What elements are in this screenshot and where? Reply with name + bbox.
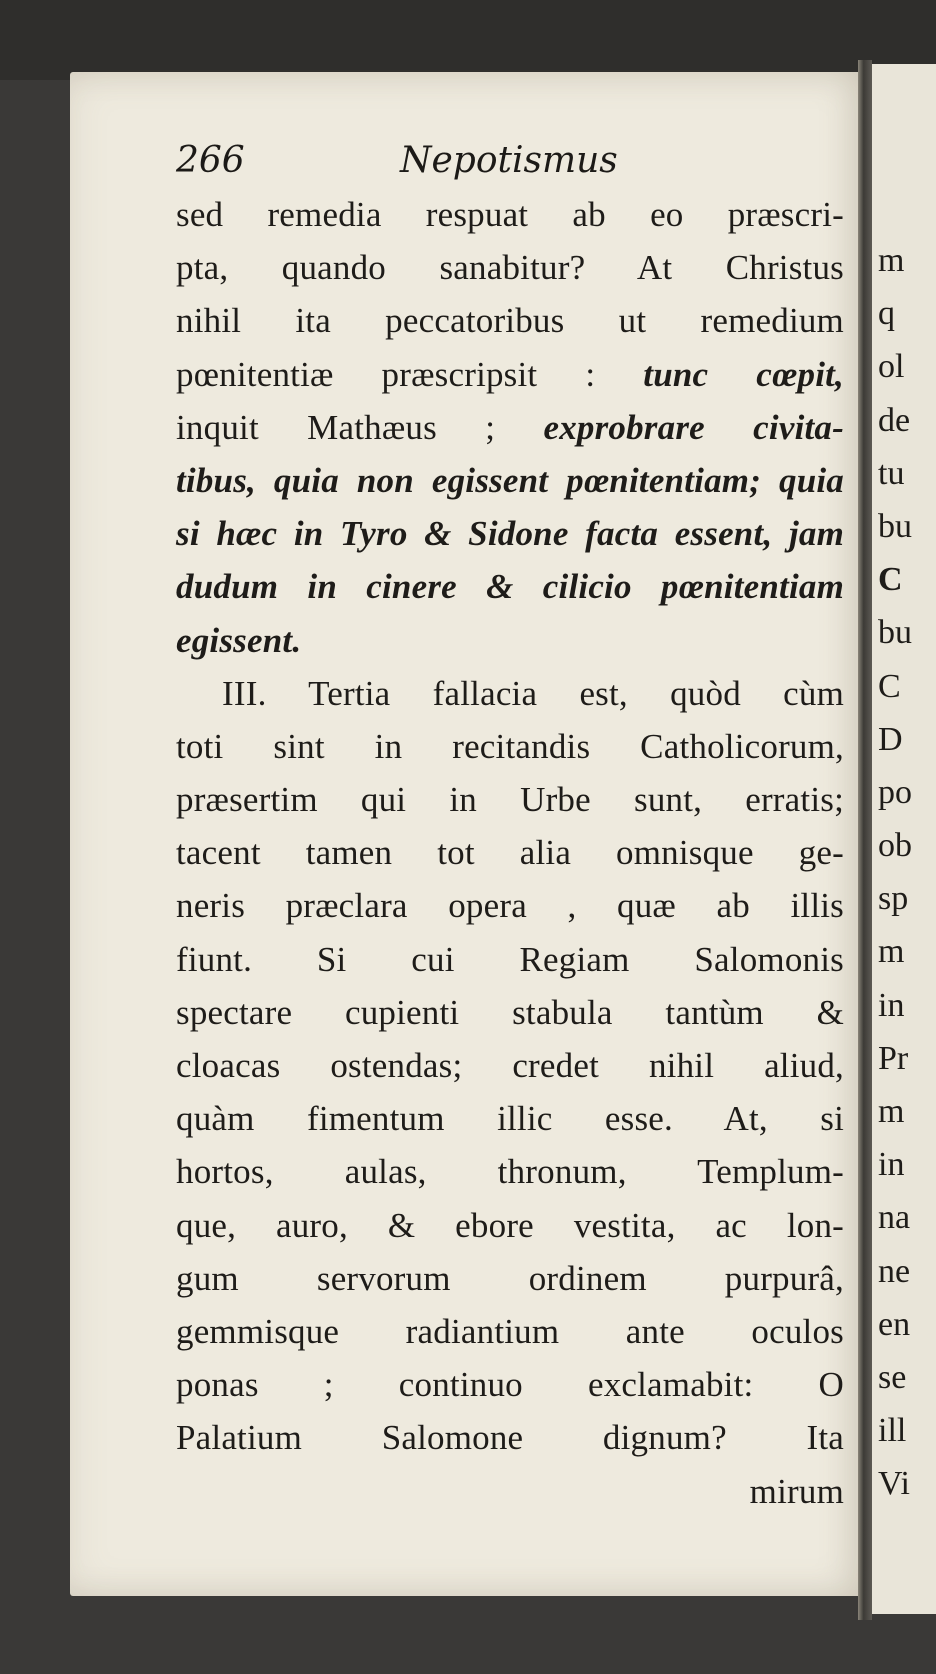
facing-page-line: ill	[878, 1412, 907, 1450]
text-segment: pœnitentiæ præscripsit :	[176, 354, 644, 394]
scanner-backdrop	[0, 0, 936, 80]
text-segment: gum servorum ordinem purpurâ,	[176, 1258, 844, 1298]
facing-page-line: ob	[878, 827, 912, 865]
running-head	[106, 130, 806, 180]
facing-page-line: de	[878, 401, 911, 439]
text-line	[176, 294, 844, 347]
text-segment: gemmisque radiantium ante oculos	[176, 1311, 844, 1351]
facing-page-line: po	[878, 773, 912, 811]
text-line	[176, 614, 844, 667]
text-line	[176, 560, 844, 613]
text-line	[176, 773, 844, 826]
text-line	[176, 1145, 844, 1198]
text-segment: hortos, aulas, thronum, Templum-	[176, 1152, 844, 1192]
text-line	[176, 933, 844, 986]
text-line	[176, 348, 844, 401]
text-segment: fiunt. Si cui Regiam Salomonis	[176, 939, 844, 979]
facing-page-line: C	[878, 561, 903, 599]
text-line	[176, 826, 844, 879]
facing-page-line: in	[878, 986, 905, 1024]
facing-page-line: sp	[878, 880, 909, 918]
facing-page-line: m	[878, 242, 905, 279]
italic-segment: egissent.	[176, 620, 302, 660]
text-segment: sed remedia respuat ab eo præscri-	[176, 195, 844, 234]
facing-page-line: in	[878, 1146, 905, 1184]
text-line	[176, 401, 844, 454]
text-segment: III. Tertia fallacia est, quòd cùm	[222, 673, 844, 713]
body-text	[176, 188, 844, 1518]
text-segment: quàm fimentum illic esse. At, si	[176, 1099, 844, 1139]
text-segment: pta, quando sanabitur? At Christus	[176, 248, 844, 288]
facing-page-line: m	[878, 933, 905, 971]
facing-page-line: Vi	[878, 1465, 910, 1503]
text-line	[176, 1252, 844, 1305]
text-line	[176, 1358, 844, 1411]
running-title: Nepotismus	[400, 140, 618, 181]
book-gutter	[858, 60, 872, 1620]
text-segment: ponas ; continuo exclamabit: O	[176, 1365, 844, 1405]
text-line	[176, 879, 844, 932]
text-segment: tacent tamen tot alia omnisque ge-	[176, 833, 844, 873]
facing-page-line: q	[878, 295, 895, 333]
text-segment: inquit Mathæus ;	[176, 407, 544, 447]
facing-page-line: ol	[878, 348, 905, 386]
text-segment: neris præclara opera , quæ ab illis	[176, 886, 844, 926]
facing-page-line: se	[878, 1358, 907, 1396]
italic-segment: tunc cœpit,	[643, 354, 844, 394]
text-line	[176, 720, 844, 773]
text-line	[176, 454, 844, 507]
text-segment: mirum	[749, 1471, 844, 1511]
text-segment: cloacas ostendas; credet nihil aliud,	[176, 1046, 844, 1085]
facing-page-line: en	[878, 1305, 911, 1343]
text-line	[176, 1039, 844, 1092]
italic-segment: exprobrare civita-	[543, 407, 844, 447]
text-segment: spectare cupienti stabula tantùm &	[176, 992, 844, 1032]
text-line	[176, 1092, 844, 1145]
text-segment: toti sint in recitandis Catholicorum,	[176, 726, 844, 766]
facing-page-edge	[872, 64, 936, 1614]
facing-page-line: C	[878, 667, 901, 705]
italic-segment: si hæc in Tyro & Sidone facta essent, jam	[176, 514, 844, 554]
page-number: 266	[176, 140, 245, 181]
italic-segment: dudum in cinere & cilicio pœnitentiam	[176, 567, 844, 607]
text-line	[176, 507, 844, 560]
italic-segment: tibus, quia non egissent pœnitentiam; quia	[176, 460, 844, 500]
text-line	[176, 986, 844, 1039]
text-line	[176, 1411, 844, 1464]
text-line	[176, 241, 844, 294]
facing-page-line: D	[878, 720, 903, 758]
text-line	[176, 1465, 844, 1518]
facing-page-line: na	[878, 1199, 911, 1237]
text-segment: que, auro, & ebore vestita, ac lon-	[176, 1205, 844, 1245]
facing-page-line: m	[878, 1093, 905, 1130]
text-segment: Palatium Salomone dignum? Ita	[176, 1418, 844, 1458]
facing-page-line: ne	[878, 1252, 911, 1290]
text-line	[176, 1199, 844, 1252]
text-segment: nihil ita peccatoribus ut remedium	[176, 301, 844, 341]
text-line	[176, 1305, 844, 1358]
facing-page-text	[878, 234, 912, 1511]
facing-page-line: bu	[878, 614, 912, 652]
text-line	[176, 188, 844, 241]
text-line	[176, 667, 844, 720]
facing-page-line: Pr	[878, 1039, 909, 1077]
text-segment: præsertim qui in Urbe sunt, erratis;	[176, 780, 844, 820]
facing-page-line: bu	[878, 507, 912, 545]
facing-page-line: tu	[878, 454, 905, 492]
